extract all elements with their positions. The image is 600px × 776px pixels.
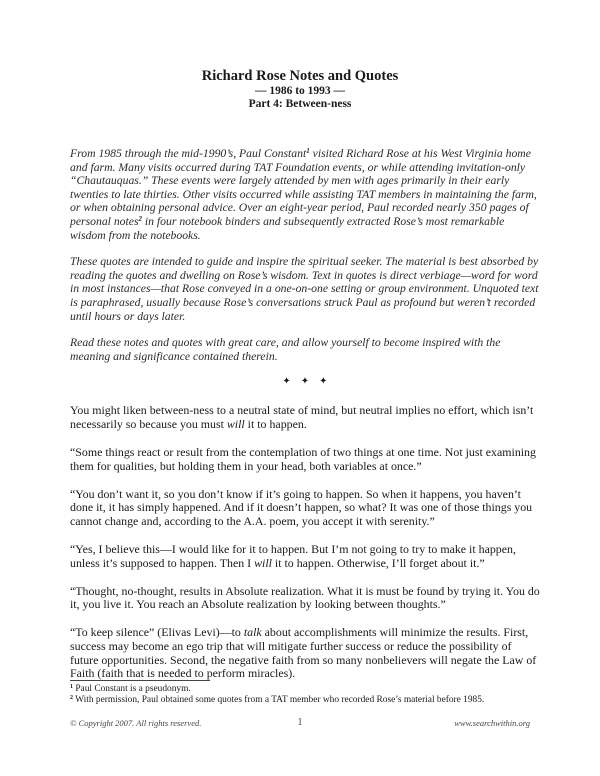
footnote-separator [70, 680, 210, 681]
quote-paragraph [70, 543, 540, 570]
quote-paragraph [70, 404, 540, 431]
emphasis-text: talk [243, 625, 262, 640]
quote-text: it to happen. [244, 416, 307, 431]
footnote-mark: 1 [70, 684, 73, 690]
quotes-body [70, 404, 540, 680]
document-title: Richard Rose Notes and Quotes [201, 68, 399, 84]
part-heading: Part 4: Between-ness [248, 98, 352, 110]
quote-paragraph: “Thought, no-thought, results in Absolute realization. What it is must be found by trying it. You do it, you live it. You reach an Absolute realization by looking between thoughts.” [70, 583, 540, 612]
footnote-ref-1[interactable]: 1 [306, 147, 310, 155]
website-link[interactable]: www.searchwithin.org [454, 718, 530, 728]
quote-text: “To keep silence” (Elivas Levi)—to [70, 625, 244, 640]
document-header [0, 68, 600, 111]
intro-text: From 1985 through the mid-1990’s, Paul Constant [70, 147, 307, 160]
footnote-text: Paul Constant is a pseudonym. [73, 684, 191, 694]
intro-paragraph [70, 147, 540, 242]
intro-text: visited Richard Rose at his West Virginia home and farm. Many visits occurred during TAT Foundation events, or while attending invitation-only “Chautauquas.” These events were largely attended by men with ages primarily in their early twenties to late thirties. Other visits occurred while assisting TAT members in maintaining the farm, or when obtaining personal advice. Over an eight-year period, Paul recorded nearly 350 pages of personal notes [70, 147, 537, 228]
quote-text: “Yes, I believe this—I would like for it to happen. But I’m not going to try to make it happen, unless it’s supposed to happen. Then I [70, 541, 516, 570]
footnote-text: With permission, Paul obtained some quotes from a TAT member who recorded Rose’s material before 1985. [73, 694, 485, 705]
quote-paragraph: “You don’t want it, so you don’t know if it’s going to happen. So when it happens, you haven’t done it, it has simply happened. And if it doesn’t happen, so what? It was one of those things you cannot change and, according to the A.A. poem, you accept it with serenity.” [70, 486, 533, 528]
footnote-2 [70, 695, 550, 706]
document-subtitle: — 1986 to 1993 — [254, 85, 346, 97]
intro-paragraph: These quotes are intended to guide and inspire the spiritual seeker. The material is best absorbed by reading the quotes and dwelling on Rose’s wisdom. Text in quotes is direct verbiage—word for word in most instances—that Rose conveyed in a one-on-one setting or group environment. Unquoted text is paraphrased, usually because Rose’s conversations struck Paul as profound but weren’t recorded until hours or days later. [70, 255, 539, 323]
quote-text: You might liken between-ness to a neutral state of mind, but neutral implies no effort, which isn’t necessarily so because you must [70, 403, 534, 431]
quote-paragraph [70, 626, 540, 680]
section-divider-diamonds-icon: ✦✦✦ [282, 376, 338, 388]
footnote-mark: 2 [70, 694, 73, 701]
emphasis-text: will [254, 555, 272, 570]
intro-paragraph: Read these notes and quotes with great care, and allow yourself to become inspired with the meaning and significance contained therein. [70, 336, 501, 363]
page-number: 1 [297, 717, 303, 728]
quote-text: it to happen. Otherwise, I’ll forget about it.” [271, 555, 485, 570]
copyright-notice: © Copyright 2007. All rights reserved. [70, 718, 202, 728]
footnotes [70, 684, 550, 705]
footnote-ref-2[interactable]: 2 [138, 214, 142, 223]
quote-paragraph: “Some things react or result from the contemplation of two things at one time. Not just examining them for qualities, but holding them in your head, both variables at once.” [70, 445, 536, 473]
intro-text: in four notebook binders and subsequently extracted Rose’s most remarkable wisdom from the notebooks. [70, 214, 505, 242]
footnote-1 [70, 684, 550, 695]
introduction [70, 147, 540, 363]
main-content [70, 147, 540, 695]
emphasis-text: will [226, 416, 245, 431]
quote-text: about accomplishments will minimize the results. First, success may become an ego trip that will mitigate further success or reduce the possibility of future opportunities. Second, the negative faith from so many nonbelievers will negate the Law of Faith (faith that is needed to perform miracles). [70, 625, 537, 681]
